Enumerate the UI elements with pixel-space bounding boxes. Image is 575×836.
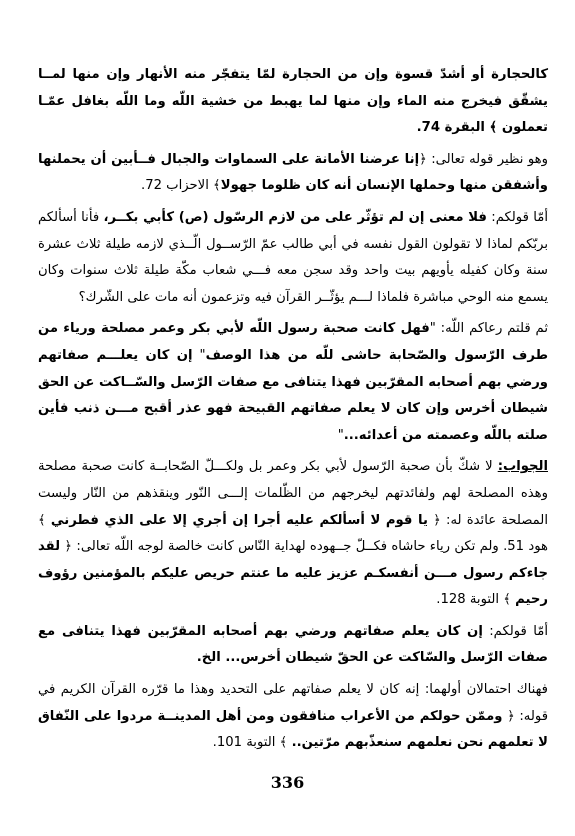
page-number: 336 [270, 773, 305, 792]
quran-quote: لقد جاءكم رسول مـــن أنفسكـم عزيز عليه ما عنتم حريص عليكم بالمؤمنين رؤوف رحيم [38, 539, 548, 608]
text-run: ﴾ التوبة 101. [212, 735, 292, 751]
quoted-claim: فلا معنى إن لم تؤثّر على من لازم الرسّول (ص) كأبي بكــر، [103, 209, 487, 225]
paragraph-3 [38, 205, 548, 311]
quoted-claim: إن كان يعلم صفاتهم ورضي بهم أصحابه المقرّبين فهذا يتنافى مع صفات الرّسل والسّاكت عن الحقّ شيطان أخرس... الخ. [38, 623, 548, 666]
text-run: وهو نظير قوله تعالى: ﴿ [419, 151, 548, 167]
page-body [38, 62, 548, 762]
text-run: " [192, 347, 206, 363]
paragraph-1: كالحجارة أو أشدّ قسوة وإن من الحجارة لمّا يتفجّر منه الأنهار وإن منها لمــا يشقّق فيخرج منه الماء وإن منها لما يهبط من خشية اللّه وما اللّه بغافل عمّـا تعملون ﴾ البقرة 74. [38, 67, 548, 136]
quran-quote: وممّن حولكم من الأعراب منافقون ومن أهل المدينــة مردوا على النّفاق لا تعلمهم نحن نعلمهم سنعذّبهم مرّتين.. [38, 708, 548, 751]
quran-quote: يا قوم لا أسألكم عليه أجرا إن أجري إلا على الذي فطرني [50, 512, 428, 528]
text-run: ﴾ هود 51. ولم تكن رياء حاشاه فكــلّ جــهوده لهداية النّاس كانت خالصة لوجه اللّه تعالى: ﴿ [38, 512, 548, 555]
text-run: ﴾ الاحزاب 72. [140, 178, 221, 194]
paragraph-2 [38, 147, 548, 200]
text-run: ﴾ التوبة 128. [436, 592, 516, 608]
paragraph-5 [38, 454, 548, 614]
paragraph-6 [38, 619, 548, 672]
answer-heading [498, 459, 548, 474]
quoted-claim: فهل كانت صحبة رسول اللّه لأبي بكر وعمر مصلحة ورياء من طرف الرّسول والصّحابة حاشى للّه من هذا الوصف [38, 321, 549, 363]
text-run: لا شكّ بأن صحبة الرّسول لأبي بكر وعمر بل ولكـــلّ الصّحابــة كانت صحبة مصلحة وهذه المصلحة لهم ولفائدتهم ليخرجهم من الظّلمات إلـــى النّور وينقذهم من النّار وليست المصلحة عائدة له: ﴿ [38, 459, 548, 528]
text-run: أمّا قولكم: [486, 209, 548, 225]
text-run: فهناك احتمالان أولهما: إنه كان لا يعلم صفاتهم على التحديد وهذا ما قرّره القرآن الكريم في قوله: ﴿ [38, 682, 549, 724]
text-run: " [337, 427, 344, 443]
quoted-claim: إن كان يعلـــم صفاتهم ورضي بهم أصحابه المقرّبين فهذا يتنافى مع صفات الرّسل والسّــاكت عن الحق شيطان أخرس وإن كان لا يعلم صفاتهم القبيحة فهو عذر أقبح مـــن ذنب فأين صلته باللّه وعصمته من أعدائه... [38, 347, 548, 443]
paragraph-4 [38, 316, 548, 449]
paragraph-7 [38, 677, 548, 757]
quran-quote: إنا عرضنا الأمانة على السماوات والجبال فــأبين أن يحملنها وأشفقن منها وحملها الإنسان أنه كان ظلوما جهولا [38, 151, 548, 194]
text-run: فأنا أسألكم بربّكم لماذا لا تقولون القول نفسه في أبي طالب عمّ الرّســول الّــذي لازمه طيلة ثلاث عشرة سنة وكان كفيله يأويهم بيت واحد وقد سجن معه فـــي شعاب مكّة طيلة ثلاث سنوات وكان يسمع منه الوحي مباشرة فلماذا لـــم يؤثّــر القرآن فيه وتزعمون أنه مات على الشّرك؟ [38, 209, 548, 305]
text-run: أمّا قولكم: [482, 623, 548, 639]
answer-heading-underline: الجواب: [497, 459, 548, 475]
text-run: ثم قلتم رعاكم اللّه: " [429, 321, 548, 337]
